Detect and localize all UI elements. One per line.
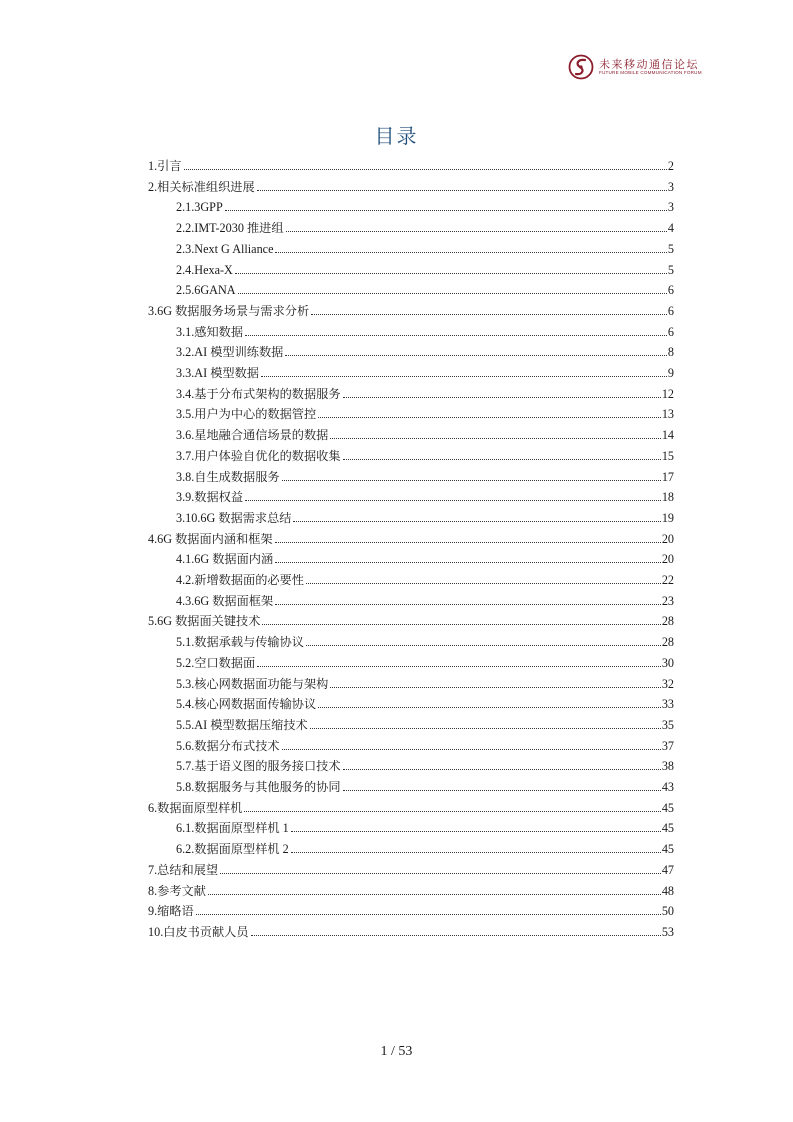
toc-entry-page: 9 — [667, 366, 674, 380]
toc-entry[interactable] — [176, 713, 674, 733]
toc-entry[interactable] — [176, 423, 674, 443]
toc-entry-label: 3.6G 数据服务场景与需求分析 — [148, 303, 310, 318]
toc-dot-leader — [244, 810, 660, 812]
toc-entry-label: 6.1.数据面原型样机 1 — [176, 821, 289, 836]
toc-entry-label: 8.参考文献 — [148, 883, 206, 898]
toc-entry-page: 28 — [661, 635, 674, 650]
toc-entry[interactable] — [176, 361, 674, 381]
toc-entry-label: 2.1.3GPP — [176, 200, 223, 215]
toc-entry-label: 3.4.基于分布式架构的数据服务 — [176, 386, 341, 401]
toc-entry[interactable] — [176, 651, 674, 671]
toc-dot-leader — [184, 168, 667, 170]
forum-logo-chinese-name: 未来移动通信论坛 — [599, 58, 699, 71]
toc-dot-leader — [310, 727, 661, 729]
toc-entry-label: 6.2.数据面原型样机 2 — [176, 842, 289, 857]
toc-entry[interactable] — [176, 547, 674, 567]
toc-dot-leader — [343, 396, 661, 398]
toc-dot-leader — [261, 375, 667, 377]
toc-entry-page: 4 — [667, 221, 674, 236]
toc-entry-label: 5.3.核心网数据面功能与架构 — [176, 676, 329, 691]
toc-entry-page: 50 — [661, 904, 674, 919]
toc-entry[interactable] — [176, 340, 674, 360]
toc-dot-leader — [262, 623, 660, 625]
toc-entry-page: 3 — [667, 179, 674, 194]
toc-entry[interactable] — [176, 568, 674, 588]
toc-entry[interactable] — [176, 444, 674, 464]
toc-dot-leader — [225, 209, 667, 211]
toc-entry[interactable] — [176, 692, 674, 712]
toc-entry-label: 5.5.AI 模型数据压缩技术 — [176, 717, 308, 732]
toc-dot-leader — [293, 520, 660, 522]
toc-entry-page: 37 — [661, 738, 674, 753]
toc-dot-leader — [196, 913, 661, 915]
toc-entry-page: 6 — [667, 283, 674, 298]
toc-entry-page: 6 — [667, 324, 674, 339]
toc-entry-page: 2 — [667, 159, 674, 173]
toc-entry-page: 32 — [661, 676, 674, 691]
toc-entry[interactable] — [148, 879, 674, 899]
toc-dot-leader — [291, 851, 661, 853]
toc-entry-page: 15 — [661, 448, 674, 463]
toc-entry[interactable] — [176, 258, 674, 278]
toc-entry-page: 14 — [661, 428, 674, 443]
toc-entry-label: 5.6.数据分布式技术 — [176, 738, 280, 753]
toc-entry[interactable] — [176, 195, 674, 215]
page-number: 1 / 53 — [380, 1044, 413, 1059]
toc-dot-leader — [343, 789, 661, 791]
toc-entry[interactable] — [148, 796, 674, 816]
toc-dot-leader — [245, 499, 661, 501]
toc-entry[interactable] — [148, 609, 674, 629]
toc-dot-leader — [257, 189, 667, 191]
toc-entry[interactable] — [148, 858, 674, 878]
toc-entry-page: 8 — [667, 345, 674, 360]
toc-entry-page: 53 — [661, 924, 674, 939]
toc-entry-label: 3.6.星地融合通信场景的数据 — [176, 428, 329, 443]
toc-entry-page: 17 — [661, 469, 674, 484]
toc-entry[interactable] — [148, 154, 674, 174]
toc-dot-leader — [238, 292, 667, 294]
toc-entry-page: 45 — [661, 842, 674, 857]
toc-entry[interactable] — [148, 175, 674, 195]
toc-dot-leader — [306, 644, 661, 646]
toc-entry-label: 5.1.数据承载与传输协议 — [176, 635, 304, 650]
toc-dot-leader — [286, 230, 667, 232]
toc-entry-page: 6 — [667, 303, 674, 318]
toc-entry-label: 1.引言 — [148, 159, 182, 173]
toc-entry[interactable] — [176, 237, 674, 257]
toc-entry[interactable] — [176, 216, 674, 236]
toc-entry-label: 3.2.AI 模型训练数据 — [176, 345, 284, 360]
forum-logo-english-name: FUTURE MOBILE COMMUNICATION FORUM — [599, 70, 702, 75]
toc-entry-label: 4.3.6G 数据面框架 — [176, 593, 274, 608]
toc-entry-page: 30 — [661, 655, 674, 670]
toc-entry-page: 45 — [661, 821, 674, 836]
toc-entry-page: 12 — [661, 386, 674, 401]
toc-dot-leader — [282, 479, 661, 481]
toc-entry[interactable] — [176, 506, 674, 526]
toc-entry-label: 2.5.6GANA — [176, 283, 236, 298]
toc-entry-label: 3.1.感知数据 — [176, 324, 244, 339]
forum-logo — [568, 54, 708, 80]
toc-entry-label: 5.7.基于语义图的服务接口技术 — [176, 759, 341, 774]
toc-entry-label: 4.2.新增数据面的必要性 — [176, 573, 304, 587]
toc-dot-leader — [318, 416, 661, 418]
toc-entry[interactable] — [176, 734, 674, 754]
toc-entry-label: 6.数据面原型样机 — [148, 800, 243, 815]
toc-dot-leader — [343, 768, 661, 770]
toc-entry-page: 13 — [661, 407, 674, 422]
toc-dot-leader — [318, 706, 661, 708]
toc-entry-label: 3.3.AI 模型数据 — [176, 366, 259, 380]
forum-logo-mark-icon — [568, 54, 594, 80]
toc-entry-label: 5.6G 数据面关键技术 — [148, 614, 261, 629]
toc-entry-label: 5.4.核心网数据面传输协议 — [176, 697, 317, 712]
toc-entry-page: 47 — [661, 862, 674, 877]
toc-entry-label: 2.2.IMT-2030 推进组 — [176, 221, 284, 236]
toc-entry-label: 5.2.空口数据面 — [176, 655, 256, 670]
toc-dot-leader — [291, 830, 661, 832]
toc-dot-leader — [275, 541, 661, 543]
toc-entry-label: 2.4.Hexa-X — [176, 262, 233, 277]
toc-entry[interactable] — [148, 527, 674, 547]
toc-entry-label: 4.1.6G 数据面内涵 — [176, 552, 274, 567]
toc-entry-page: 33 — [661, 697, 674, 712]
toc-entry-page: 48 — [661, 883, 674, 898]
toc-entry-label: 2.3.Next G Alliance — [176, 241, 274, 256]
toc-entry[interactable] — [176, 589, 674, 609]
toc-title: 目录 — [374, 124, 419, 148]
toc-dot-leader — [275, 251, 666, 253]
toc-entry[interactable] — [176, 278, 674, 298]
toc-entry[interactable] — [176, 485, 674, 505]
toc-dot-leader — [235, 272, 667, 274]
toc-entry[interactable] — [176, 320, 674, 340]
toc-entry[interactable] — [176, 402, 674, 422]
toc-dot-leader — [251, 934, 661, 936]
toc-entry[interactable] — [148, 920, 674, 940]
toc-entry[interactable] — [148, 899, 674, 919]
toc-dot-leader — [245, 334, 667, 336]
toc-entry-page: 19 — [661, 510, 674, 525]
toc-dot-leader — [257, 665, 661, 667]
toc-entry-page: 5 — [667, 241, 674, 256]
toc-entry-page: 20 — [661, 552, 674, 567]
toc-dot-leader — [306, 582, 661, 584]
toc-entry-page: 3 — [667, 200, 674, 215]
toc-dot-leader — [343, 458, 661, 460]
toc-entry-page: 23 — [661, 593, 674, 608]
toc-entry-label: 3.8.自生成数据服务 — [176, 469, 280, 484]
toc-entry[interactable] — [176, 465, 674, 485]
toc-entry-label: 2.相关标准组织进展 — [148, 179, 255, 194]
toc-entry[interactable] — [176, 672, 674, 692]
toc-entry-label: 4.6G 数据面内涵和框架 — [148, 531, 273, 546]
toc-entry-page: 20 — [661, 531, 674, 546]
toc-entry-label: 5.8.数据服务与其他服务的协同 — [176, 780, 341, 794]
toc-entry-page: 38 — [661, 759, 674, 774]
toc-dot-leader — [220, 872, 661, 874]
toc-entry[interactable] — [176, 837, 674, 857]
toc-entry[interactable] — [176, 754, 674, 774]
toc-entry[interactable] — [176, 630, 674, 650]
toc-entry-page: 5 — [667, 262, 674, 277]
toc-dot-leader — [311, 313, 667, 315]
toc-entry-page: 35 — [661, 717, 674, 732]
toc-dot-leader — [330, 437, 660, 439]
toc-entry[interactable] — [148, 299, 674, 319]
toc-entry-label: 3.9.数据权益 — [176, 490, 244, 505]
toc-entry[interactable] — [176, 816, 674, 836]
toc-dot-leader — [208, 893, 661, 895]
toc-entry-page: 43 — [661, 780, 674, 794]
toc-entry-label: 9.缩略语 — [148, 904, 194, 919]
toc-dot-leader — [330, 686, 660, 688]
toc-entry-label: 3.10.6G 数据需求总结 — [176, 510, 292, 525]
toc-entry-label: 3.7.用户体验自优化的数据收集 — [176, 448, 341, 463]
toc-entry-page: 22 — [661, 573, 674, 587]
toc-entry-page: 45 — [661, 800, 674, 815]
toc-entry[interactable] — [176, 775, 674, 795]
toc-entry-page: 28 — [661, 614, 674, 629]
toc-dot-leader — [275, 561, 661, 563]
toc-dot-leader — [275, 603, 661, 605]
toc-entry[interactable] — [176, 382, 674, 402]
toc-dot-leader — [282, 748, 661, 750]
toc-dot-leader — [285, 354, 667, 356]
toc-entry-label: 3.5.用户为中心的数据管控 — [176, 407, 317, 422]
toc-entry-label: 10.白皮书贡献人员 — [148, 924, 249, 939]
toc-entry-label: 7.总结和展望 — [148, 862, 219, 877]
toc-entry-page: 18 — [661, 490, 674, 505]
